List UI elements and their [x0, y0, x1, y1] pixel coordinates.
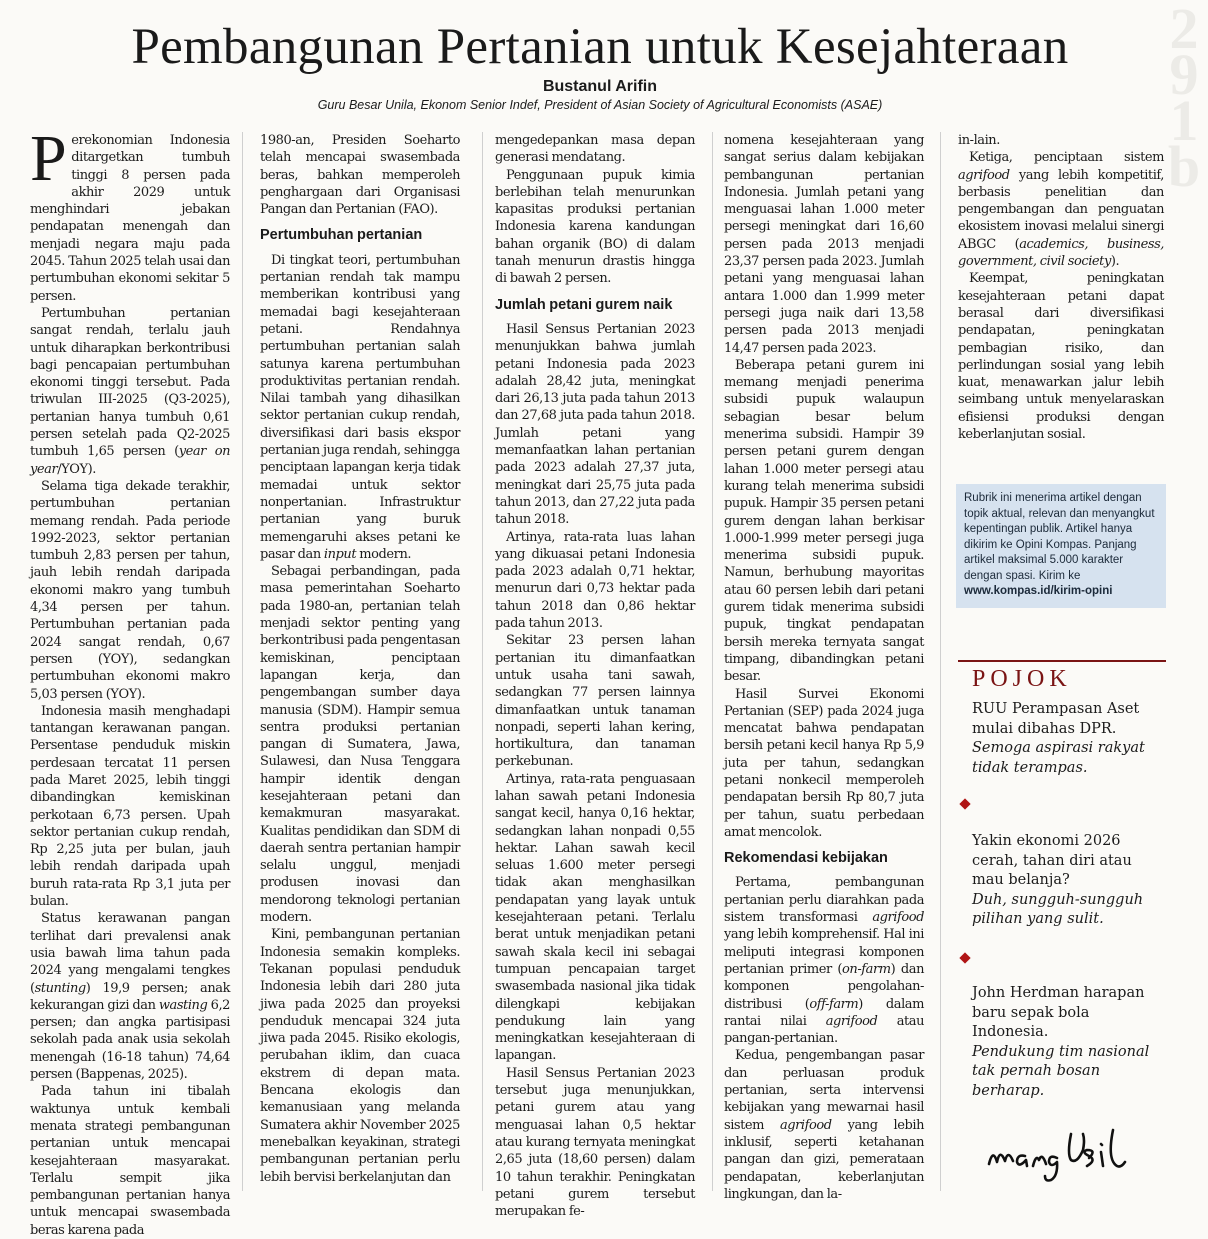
paragraph: Artinya, rata-rata luas lahan yang dikuasai petani Indonesia pada 2023 adalah 0,71 hektar, menurun dari 0,73 hektar pada tahun 2018 dan 0,86 hektar pada tahun 2013. — [495, 529, 695, 632]
pojok-rule — [958, 660, 1166, 662]
paragraph: Kini, pembangunan pertanian Indonesia semakin kompleks. Tekanan populasi penduduk Indonesia lebih dari 280 juta jiwa pada 2025 dan proyeksi penduduk mencapai 324 juta jiwa pada 2045. Risiko ekologis, perubahan iklim, dan cuaca ekstrem di depan mata. Bencana ekologis dan kemanusiaan yang melanda Sumatera akhir November 2025 menebalkan keyakinan, strategi pembangunan pertanian perlu lebih bervisi berkelanjutan dan — [260, 927, 460, 1185]
dropcap: P — [30, 122, 67, 195]
author-affiliation: Guru Besar Unila, Ekonom Senior Indef, President of Asian Society of Agricultural Economists (ASAE) — [317, 98, 883, 112]
paragraph: Ketiga, penciptaan sistem agrifood yang lebih kompetitif, berbasis penelitian dan pengembangan dan penguatan ekosistem inovasi melalui sinergi ABGC (academics, business, government, civil society). — [958, 150, 1164, 270]
article-column-4 — [724, 132, 925, 1202]
pojok-statement: Yakin ekonomi 2026 cerah, tahan diri atau mau belanja? — [972, 833, 1132, 888]
paragraph: Perekonomian Indonesia ditargetkan tumbuh tinggi 8 persen pada akhir 2029 untuk menghindari jebakan pendapatan menengah dan menjadi negara maju pada 2045. Tahun 2025 telah usai dan pertumbuhan ekonomi sekitar 5 persen. — [30, 122, 230, 304]
subheading: Pertumbuhan pertanian — [260, 227, 423, 244]
paragraph: 1980-an, Presiden Soeharto telah mencapai swasembada beras, bahkan memperoleh penghargaan dari Organisasi Pangan dan Pertanian (FAO). — [260, 133, 460, 218]
paragraph: Pertumbuhan pertanian sangat rendah, terlalu jauh untuk diharapkan berkontribusi bagi pencapaian pertumbuhan ekonomi tinggi tersebut. Pada triwulan III-2025 (Q3-2025), pertanian hanya tumbuh 0,61 persen setelah pada Q2-2025 tumbuh 1,65 persen (year on year/YOY). — [30, 305, 230, 477]
paragraph: Kedua, pengembangan pasar dan perluasan produk pertanian, serta intervensi kebijakan yang mewarnai hasil sistem agrifood yang lebih inklusif, seperti ketahanan pangan dan gizi, pemerataan pendapatan, keberlanjutan lingkungan, dan la- — [724, 1048, 924, 1202]
submission-infobox — [956, 484, 1166, 608]
pojok-quip: Duh, sungguh-sungguh pilihan yang sulit. — [972, 891, 1144, 927]
column-divider — [482, 132, 483, 1191]
paragraph: in-lain. — [958, 133, 1000, 148]
paragraph: Di tingkat teori, pertumbuhan pertanian rendah tak mampu memberikan kontribusi yang memadai bagi kesejahteraan petani. Rendahnya pertumbuhan pertanian salah satunya karena pertumbuhan produktivitas pertanian rendah. Nilai tambah yang dihasilkan sektor pertanian cukup rendah, diversifikasi dari basis ekspor pertanian juga rendah, sehingga penciptaan lapangan kerja tidak memadai untuk sektor nonpertanian. Infrastruktur pertanian yang buruk memengaruhi akses petani ke pasar dan input modern. — [260, 252, 460, 562]
pojok-statement: RUU Perampasan Aset mulai dibahas DPR. — [972, 701, 1140, 737]
article-author: Bustanul Arifin — [542, 78, 658, 95]
diamond-bullet-icon — [959, 798, 970, 809]
article-headline: Pembangunan Pertanian untuk Kesejahteraan — [131, 19, 1069, 75]
column-divider — [242, 132, 243, 1191]
pojok-title: POJOK — [972, 666, 1072, 692]
infobox-text: Rubrik ini menerima artikel dengan topik aktual, relevan dan menyangkut kepentingan publik. Artikel hanya dikirim ke Opini Kompas. Panjang artikel maksimal 5.000 karakter dengan spasi. Kirim ke — [964, 492, 1155, 582]
mang-usil-signature — [985, 1120, 1145, 1180]
pojok-item — [972, 700, 1164, 778]
paragraph: nomena kesejahteraan yang sangat serius dalam kebijakan pembangunan pertanian Indonesia. Jumlah petani yang menguasai lahan 1.000 meter persegi meningkat dari 16,60 persen pada 2013 menjadi 23,37 persen pada 2023. Jumlah petani yang menguasai lahan antara 1.000 dan 1.999 meter persegi juga naik dari 13,58 persen pada 2013 menjadi 14,47 persen pada 2023. — [724, 133, 924, 356]
paragraph: Pada tahun ini tibalah waktunya untuk kembali menata strategi pembangunan pertanian untuk mencapai kesejahteraan masyarakat. Terlalu sempit jika pembangunan pertanian hanya untuk mencapai swasembada beras karena pada — [30, 1084, 230, 1238]
paragraph: Status kerawanan pangan terlihat dari prevalensi anak usia bawah lima tahun pada 2024 yang mengalami tengkes (stunting) 19,9 persen; anak kekurangan gizi dan wasting 6,2 persen; dan angka partisipasi sekolah pada anak usia sekolah menengah (16-18 tahun) 74,64 persen (Bappenas, 2025). — [30, 911, 230, 1083]
pojok-quip: Pendukung tim nasional tak pernah bosan berharap. — [972, 1043, 1150, 1099]
pojok-quip: Semoga aspirasi rakyat tidak terampas. — [972, 740, 1145, 776]
paragraph: Hasil Sensus Pertanian 2023 menunjukkan bahwa jumlah petani Indonesia pada 2023 adalah 28,42 juta, meningkat dari 26,13 juta pada tahun 2013 dan 27,68 juta pada tahun 2018. Jumlah petani yang memanfaatkan lahan pertanian pada 2023 adalah 27,37 juta, meningkat dari 25,75 juta pada tahun 2013, dan 27,22 juta pada tahun 2018. — [495, 321, 695, 528]
paragraph: Hasil Survei Ekonomi Pertanian (SEP) pada 2024 juga mencatat bahwa pendapatan bersih petani kecil hanya Rp 5,9 juta per tahun, sedangkan petani nonkecil memperoleh pendapatan bersih Rp 80,7 juta per tahun, suatu perbedaan amat mencolok. — [724, 686, 924, 840]
paragraph: Selama tiga dekade terakhir, pertumbuhan pertanian memang rendah. Pada periode 1992-2023, sektor pertanian tumbuh 2,83 persen per tahun, jauh lebih rendah daripada ekonomi makro yang tumbuh 4,34 persen per tahun. Pertumbuhan pertanian pada 2024 sangat rendah, 0,67 persen (YOY), sedangkan pertumbuhan ekonomi makro 5,03 persen (YOY). — [30, 478, 230, 702]
pojok-statement: John Herdman harapan baru sepak bola Indonesia. — [972, 985, 1145, 1040]
paragraph: Artinya, rata-rata penguasaan lahan sawah petani Indonesia sangat kecil, hanya 0,16 hektar, sedangkan lahan nonpadi 0,55 hektar. Lahan sawah kecil seluas 1.600 meter persegi tidak akan menghasilkan pendapatan yang layak untuk kesejahteraan petani. Terlalu berat untuk menjadikan petani sawah skala kecil ini sebagai tumpuan pencapaian target swasembada nasional jika tidak dilengkapi kebijakan pendukung lain yang meningkatkan kesejahteraan di lapangan. — [495, 771, 695, 1064]
ghost-watermark: 291b — [1167, 0, 1201, 199]
diamond-bullet-icon — [959, 952, 970, 963]
paragraph: Beberapa petani gurem ini memang menjadi penerima subsidi pupuk walaupun sebagian besar belum menerima subsidi. Hampir 39 persen petani gurem dengan lahan 1.000 meter persegi atau kurang telah menerima subsidi pupuk. Hampir 35 persen petani gurem dengan lahan berkisar 1.000-1.999 meter persegi juga menerima subsidi pupuk. Namun, berhubung mayoritas atau 60 persen lebih dari petani gurem tidak menerima subsidi pupuk, tingkat pendapatan bersih mereka ternyata sangat timpang, dibandingkan petani besar. — [724, 357, 924, 685]
paragraph: mengedepankan masa depan generasi mendatang. — [495, 133, 695, 166]
paragraph: Penggunaan pupuk kimia berlebihan telah menurunkan kapasitas produksi pertanian Indonesia karena kandungan bahan organik (BO) di dalam tanah menurun drastis hingga di bawah 2 persen. — [495, 167, 695, 287]
paragraph: Indonesia masih menghadapi tantangan kerawanan pangan. Persentase penduduk miskin perdesaan tercatat 11 persen pada Maret 2025, lebih tinggi dibandingkan kemiskinan perkotaan 6,73 persen. Upah sektor pertanian cukup rendah, Rp 2,25 juta per bulan, jauh lebih rendah daripada upah buruh rata-rata Rp 3,1 juta per bulan. — [30, 703, 230, 910]
subheading: Jumlah petani gurem naik — [495, 296, 673, 313]
paragraph: Sekitar 23 persen lahan pertanian itu dimanfaatkan untuk usaha tani sawah, sedangkan 77 persen lainnya dimanfaatkan untuk tanaman nonpadi, seperti lahan kering, hortikultura, dan tanaman perkebunan. — [495, 633, 695, 770]
paragraph: Keempat, peningkatan kesejahteraan petani dapat berasal dari diversifikasi pendapatan, peningkatan pembagian risiko, dan perlindungan sosial yang lebih kuat, menawarkan jalur lebih seimbang untuk menyelaraskan efisiensi produksi dengan keberlanjutan sosial. — [958, 271, 1164, 443]
submission-link[interactable]: www.kompas.id/kirim-opini — [964, 585, 1113, 597]
article-column-3 — [495, 132, 695, 1220]
column-divider — [940, 132, 941, 1191]
column-divider — [712, 132, 713, 1191]
article-column-2 — [260, 132, 460, 1191]
pojok-item — [972, 832, 1164, 930]
paragraph: Sebagai perbandingan, pada masa pemerintahan Soeharto pada 1980-an, pertanian telah menjadi sektor penting yang berkontribusi pada pengentasan kemiskinan, penciptaan lapangan kerja, dan pengembangan sumber daya manusia (SDM). Hampir semua sentra produksi pertanian pangan di Sumatera, Jawa, Sulawesi, dan Nusa Tenggara hampir identik dengan kesejahteraan petani dan kemakmuran masyarakat. Kualitas pendidikan dan SDM di daerah sentra pertanian hampir selalu unggul, menjadi produsen inovasi dan mendorong teknologi pertanian modern. — [260, 564, 460, 926]
paragraph: Pertama, pembangunan pertanian perlu diarahkan pada sistem transformasi agrifood yang lebih komprehensif. Hal ini meliputi integrasi komponen pertanian primer (on-farm) dan komponen pengolahan-distribusi (off-farm) dalam rantai nilai agrifood atau pangan-pertanian. — [724, 875, 925, 1047]
paragraph: Hasil Sensus Pertanian 2023 tersebut juga menunjukkan, petani gurem atau yang menguasai lahan 0,5 hektar atau kurang ternyata meningkat 2,65 juta (18,60 persen) dalam 10 tahun terakhir. Peningkatan petani gurem tersebut merupakan fe- — [495, 1065, 695, 1220]
subheading: Rekomendasi kebijakan — [724, 850, 888, 867]
pojok-item — [972, 984, 1164, 1101]
article-column-5 — [958, 132, 1164, 472]
article-column-1 — [30, 122, 230, 1238]
